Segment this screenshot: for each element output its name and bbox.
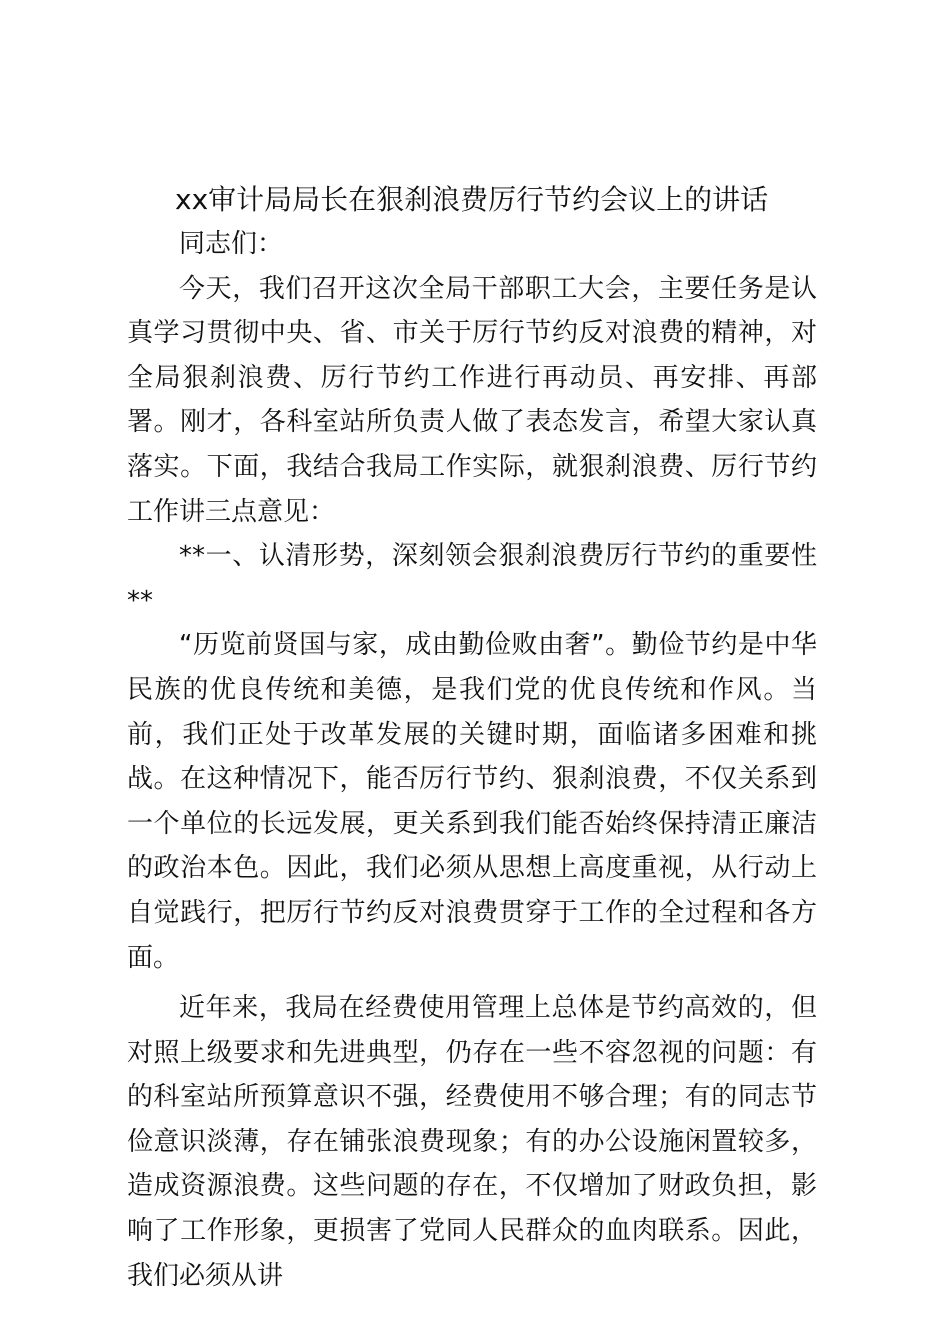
document-title: xx审计局局长在狠刹浪费厉行节约会议上的讲话: [175, 183, 769, 216]
paragraph-problems: 近年来，我局在经费使用管理上总体是节约高效的，但对照上级要求和先进典型，仍存在一些不容忽视的问题：有的科室站所预算意识不强，经费使用不够合理；有的同志节俭意识淡薄，存在铺张浪费现象；有的办公设施闲置较多，造成资源浪费。这些问题的存在，不仅增加了财政负担，影响了工作形象，更损害了党同人民群众的血肉联系。因此，我们必须从讲: [127, 993, 817, 1291]
section-heading-1: **一、认清形势，深刻领会狠刹浪费厉行节约的重要性**: [127, 541, 817, 616]
document-body: [127, 222, 817, 1298]
paragraph-importance: “历览前贤国与家，成由勤俭败由奢”。勤俭节约是中华民族的优良传统和美德，是我们党的优良传统和作风。当前，我们正处于改革发展的关键时期，面临诸多困难和挑战。在这种情况下，能否厉行节约、狠刹浪费，不仅关系到一个单位的长远发展，更关系到我们能否始终保持清正廉洁的政治本色。因此，我们必须从思想上高度重视，从行动上自觉践行，把厉行节约反对浪费贯穿于工作的全过程和各方面。: [127, 630, 817, 973]
paragraph-intro: 今天，我们召开这次全局干部职工大会，主要任务是认真学习贯彻中央、省、市关于厉行节约反对浪费的精神，对全局狠刹浪费、厉行节约工作进行再动员、再安排、再部署。刚才，各科室站所负责人做了表态发言，希望大家认真落实。下面，我结合我局工作实际，就狠刹浪费、厉行节约工作讲三点意见：: [127, 273, 817, 527]
salutation: 同志们：: [179, 229, 284, 259]
